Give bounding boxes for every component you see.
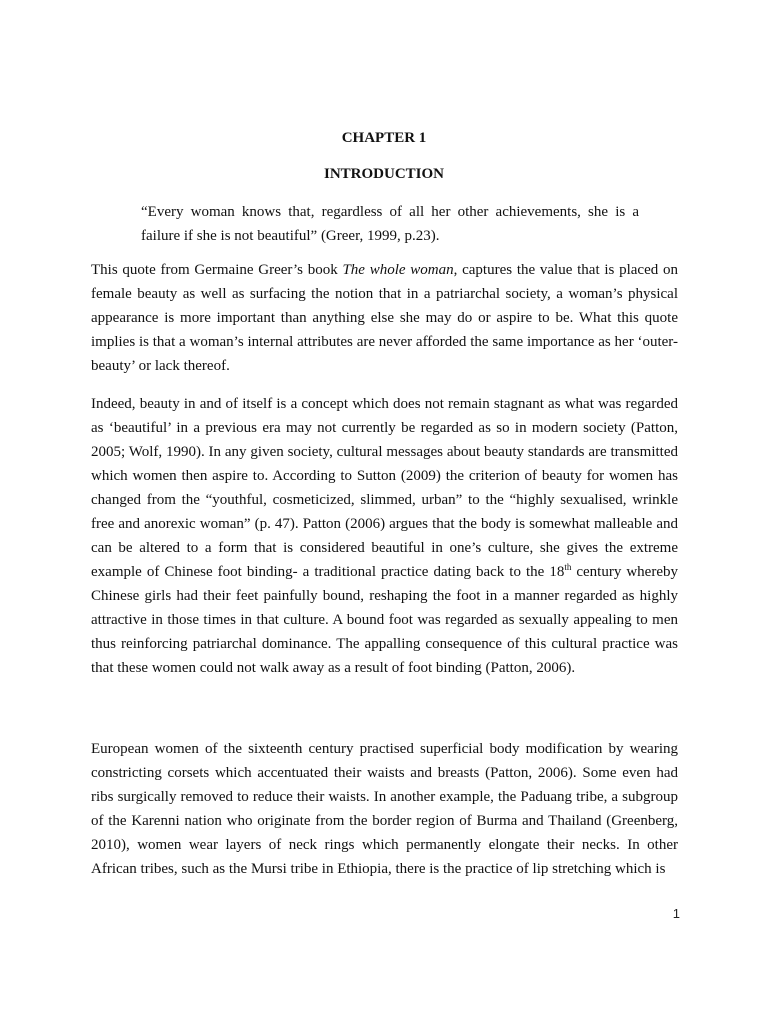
ordinal-superscript: th (564, 562, 572, 572)
paragraph-3: European women of the sixteenth century practised superficial body modification by wearing constricting corsets which accentuated their waists and breasts (Patton, 2006). Some even had ribs surgically removed to reduce their waists. In another example, the Paduang tribe, a subgroup of the Karenni nation who originate from the border region of Burma and Thailand (Greenberg, 2010), women wear layers of neck rings which permanently elongate their necks. In other African tribes, such as the Mursi tribe in Ethiopia, there is the practice of lip stretching which is (91, 741, 678, 877)
paragraph-1-text-b: , captures the value that is placed on female beauty as well as surfacing the notion that in a patriarchal society, a woman’s physical appearance is more important than anything else she may do or aspire to be. What this quote implies is that a woman’s internal attributes are never afforded the same importance as her ‘outer-beauty’ or lack thereof. (91, 262, 678, 374)
paragraph-1 (91, 258, 678, 378)
paragraph-2-text-b: century whereby Chinese girls had their feet painfully bound, reshaping the foot in a manner regarded as highly attractive in those times in that culture. A bound foot was regarded as sexually appealing to men thus reinforcing patriarchal dominance. The appalling consequence of this cultural practice was that these women could not walk away as a result of foot binding (Patton, 2006). (91, 564, 678, 676)
paragraph-1-text-a: This quote from Germaine Greer’s book (91, 262, 343, 278)
book-title: The whole woman (342, 262, 454, 278)
chapter-heading: CHAPTER 1 (341, 130, 427, 146)
paragraph-2 (91, 392, 678, 680)
epigraph-quote: “Every woman knows that, regardless of all her other achievements, she is a failure if she is not beautiful” (Greer, 1999, p.23). (141, 204, 639, 244)
page-number: 1 (672, 906, 680, 921)
paragraph-2-text-a: Indeed, beauty in and of itself is a concept which does not remain stagnant as what was regarded as ‘beautiful’ in a previous era may not currently be regarded as so in modern society (Patton, 2005; Wolf, 1990). In any given society, cultural messages about beauty standards are transmitted which women then aspire to. According to Sutton (2009) the criterion of beauty for women has changed from the “youthful, cosmeticized, slimmed, urban” to the “highly sexualised, wrinkle free and anorexic woman” (p. 47). Patton (2006) argues that the body is somewhat malleable and can be altered to a form that is considered beautiful in one’s culture, she gives the extreme example of Chinese foot binding- a traditional practice dating back to the 18 (91, 396, 678, 580)
section-heading: INTRODUCTION (323, 166, 444, 182)
